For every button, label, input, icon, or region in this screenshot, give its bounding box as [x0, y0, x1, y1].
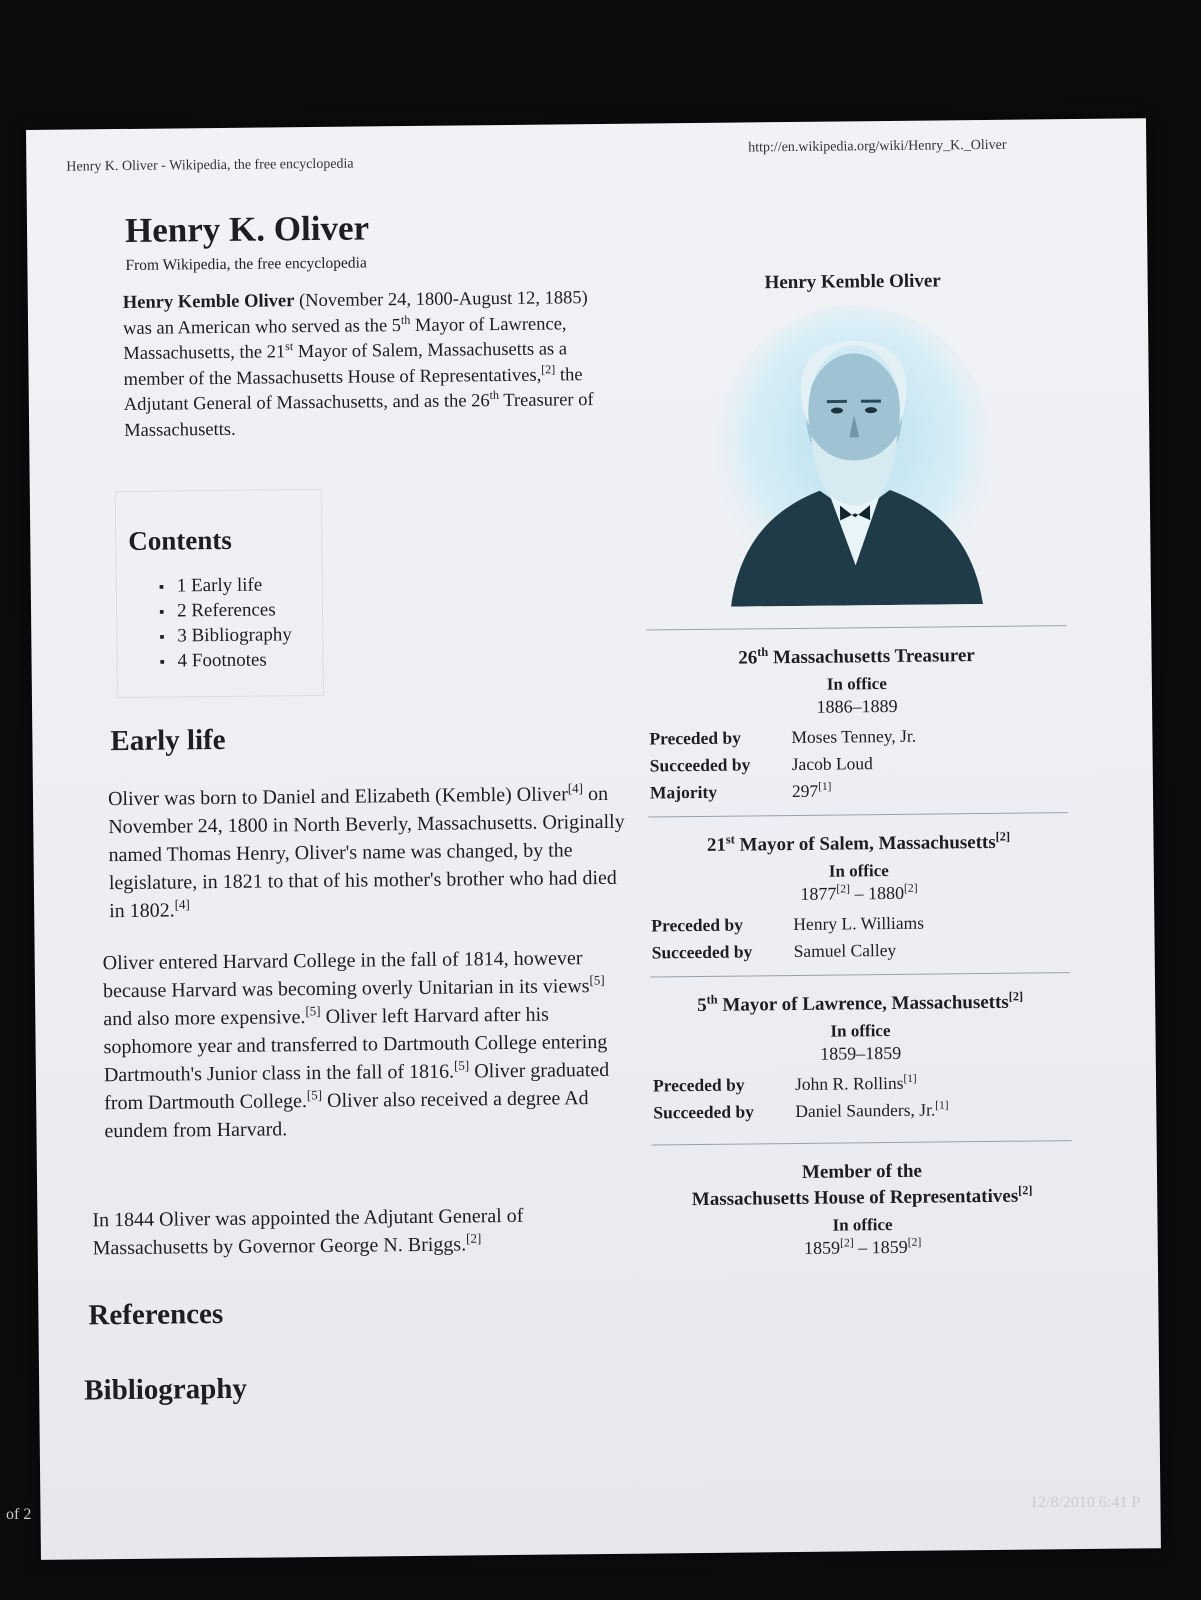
- member-office-line1: Member of the: [801, 1160, 923, 1183]
- citation-link[interactable]: [2]: [839, 1236, 854, 1250]
- infobox: [633, 269, 1083, 1261]
- office-years: [641, 1041, 1081, 1067]
- page-subtitle: From Wikipedia, the free encyclopedia: [125, 254, 367, 274]
- in-office-label: In office: [826, 674, 887, 694]
- succession-table: [653, 1069, 949, 1126]
- early-life-paragraph-1: [108, 780, 634, 925]
- intro-text: Treasurer of Massachusetts.: [124, 390, 594, 441]
- succession-row: [650, 777, 917, 807]
- portrait-engraving-icon: [708, 304, 1001, 607]
- citation-link[interactable]: [2]: [541, 361, 556, 376]
- page-title: Henry K. Oliver: [124, 208, 370, 250]
- citation-link[interactable]: [2]: [466, 1230, 482, 1246]
- row-value: [792, 750, 917, 778]
- toc-item[interactable]: ▪ 3 Bibliography: [159, 623, 322, 650]
- citation-link[interactable]: [2]: [903, 881, 918, 895]
- ordinal: st: [285, 339, 294, 354]
- year-separator: –: [853, 1237, 872, 1258]
- office-title: [640, 991, 1080, 1018]
- infobox-divider: [650, 972, 1070, 977]
- year: 1859: [871, 1236, 908, 1258]
- year-separator: –: [856, 1043, 866, 1064]
- office-ordinal: 21: [706, 834, 727, 856]
- ordinal: th: [757, 644, 769, 660]
- infobox-divider: [646, 625, 1066, 630]
- para-text: and also more expensive.: [103, 1006, 306, 1031]
- intro-name: Henry Kemble Oliver: [122, 291, 295, 313]
- infobox-divider: [652, 1140, 1072, 1145]
- row-value-link[interactable]: 297: [791, 780, 819, 802]
- printed-page: [26, 118, 1161, 1560]
- table-of-contents: [115, 489, 324, 698]
- intro-paragraph: [123, 286, 595, 444]
- office-title: [636, 644, 1076, 671]
- toc-title: Contents: [128, 524, 232, 556]
- toc-list: [159, 573, 323, 675]
- print-footer-datetime: 12/8/2010 6:41 P: [1030, 1494, 1141, 1511]
- citation-link[interactable]: [4]: [174, 896, 190, 912]
- para-text: Oliver was born to Daniel and Elizabeth (Kemble) Oliver: [107, 783, 568, 811]
- succession-row: [652, 937, 925, 967]
- citation-link[interactable]: [5]: [589, 972, 605, 988]
- early-life-paragraph-3: [92, 1201, 618, 1262]
- row-value: [795, 1069, 949, 1098]
- early-life-paragraph-2: [103, 944, 630, 1145]
- citation-link[interactable]: [2]: [995, 829, 1011, 844]
- row-value: [794, 937, 925, 965]
- citation-link[interactable]: [2]: [907, 1235, 922, 1249]
- row-key: Preceded by: [651, 914, 744, 936]
- intro-text: Mayor of Lawrence, Massachusetts, the 21: [123, 313, 567, 364]
- year: 1880: [867, 882, 905, 904]
- office-name[interactable]: Mayor of Salem, Massachusetts: [734, 831, 996, 856]
- row-value: [795, 1096, 949, 1125]
- intro-text: the Adjutant General of Massachusetts, and as the 26: [123, 364, 583, 415]
- row-key: Succeeded by: [649, 754, 751, 776]
- para-text: Oliver graduated from Dartmouth College.: [104, 1058, 610, 1115]
- citation-link[interactable]: [1]: [903, 1072, 917, 1086]
- year-separator: –: [852, 696, 862, 717]
- in-office-label: In office: [828, 861, 889, 881]
- row-value-link[interactable]: Moses Tenney, Jr.: [791, 725, 917, 748]
- citation-link[interactable]: [5]: [453, 1057, 470, 1073]
- year: 1859: [820, 1043, 857, 1064]
- year: 1886: [816, 696, 853, 717]
- toc-item[interactable]: ▪ 1 Early life: [159, 573, 322, 600]
- citation-link[interactable]: [2]: [1018, 1183, 1033, 1198]
- year: 1877: [800, 883, 837, 904]
- para-text: on November 24, 1800 in North Beverly, Massachusetts. Originally named Thomas Henry, Oliver's name was changed, by the legislature, in 1821 to that of his mother's brother who had died in 1802.: [108, 782, 625, 923]
- ordinal: th: [400, 312, 411, 327]
- office-ordinal: 26: [738, 647, 758, 669]
- office-title: [638, 831, 1078, 858]
- office-section: [638, 812, 1080, 967]
- succession-row: [651, 910, 924, 940]
- row-value: [791, 723, 916, 751]
- succession-row: [649, 723, 916, 753]
- year: 1889: [861, 695, 898, 717]
- toc-item[interactable]: ▪ 4 Footnotes: [159, 648, 322, 675]
- office-ordinal: 5: [697, 994, 707, 1017]
- office-years: [639, 881, 1079, 907]
- print-header-title: Henry K. Oliver - Wikipedia, the free encyclopedia: [66, 156, 354, 175]
- intro-text: (November 24, 1800-August 12, 1885) was an American who served as the 5: [122, 288, 588, 339]
- member-in-office: In office: [832, 1214, 893, 1235]
- print-header-url: http://en.wikipedia.org/wiki/Henry_K._Oliver: [748, 137, 1007, 156]
- office-name[interactable]: Mayor of Lawrence, Massachusetts: [717, 991, 1009, 1016]
- row-key: Succeeded by: [653, 1101, 755, 1123]
- para-text: Oliver left Harvard after his sophomore year and transferred to Dartmouth College entering Dartmouth's Junior class in the fall of 1816.: [103, 1003, 608, 1087]
- row-key: Preceded by: [649, 727, 742, 749]
- infobox-sections: [636, 625, 1081, 1127]
- infobox-name: Henry Kemble Oliver: [764, 270, 941, 294]
- member-office-line2: [642, 1185, 1082, 1212]
- para-text: In 1844 Oliver was appointed the Adjutant General of Massachusetts by Governor George N. Briggs.: [92, 1204, 524, 1260]
- intro-text: Mayor of Salem, Massachusetts as a member of the Massachusetts House of Representatives,: [123, 339, 568, 390]
- citation-link[interactable]: [5]: [306, 1087, 323, 1103]
- row-value-link[interactable]: Samuel Calley: [793, 939, 897, 962]
- infobox-divider: [648, 812, 1068, 817]
- citation-link[interactable]: [2]: [1008, 989, 1024, 1004]
- para-text: Oliver also received a degree Ad eundem from Harvard.: [104, 1087, 589, 1143]
- row-key: Preceded by: [652, 1074, 745, 1096]
- print-footer-page: of 2: [6, 1506, 32, 1523]
- row-value-link[interactable]: Daniel Saunders, Jr.: [795, 1099, 936, 1121]
- year: 1859: [804, 1237, 841, 1258]
- citation-link[interactable]: [1]: [818, 780, 832, 793]
- citation-link[interactable]: [1]: [935, 1099, 949, 1112]
- heading-bibliography: Bibliography: [84, 1372, 248, 1407]
- row-value: [792, 777, 917, 805]
- toc-item[interactable]: ▪ 2 References: [159, 598, 322, 625]
- office-section: [636, 625, 1078, 807]
- succession-table: [651, 910, 924, 967]
- succession-row: [653, 1069, 949, 1099]
- office-years: [637, 694, 1077, 720]
- office-section: [640, 972, 1082, 1127]
- row-value: [793, 910, 924, 938]
- member-years: [643, 1235, 1083, 1261]
- succession-table: [649, 723, 917, 807]
- year: 1859: [865, 1042, 902, 1064]
- member-office-text: Massachusetts House of Representatives: [691, 1185, 1019, 1211]
- row-value-link[interactable]: Henry L. Williams: [793, 912, 925, 935]
- row-value-link[interactable]: John R. Rollins: [794, 1072, 904, 1094]
- heading-early-life: Early life: [110, 723, 226, 758]
- in-office-label: In office: [830, 1020, 891, 1041]
- office-name[interactable]: Massachusetts Treasurer: [768, 645, 975, 669]
- succession-row: [650, 750, 917, 780]
- row-key: Majority: [649, 781, 718, 803]
- succession-row: [653, 1096, 949, 1126]
- year-separator: –: [849, 883, 869, 904]
- row-value-link[interactable]: Jacob Loud: [791, 753, 873, 775]
- ordinal: th: [706, 992, 718, 1007]
- para-text: Oliver entered Harvard College in the fall of 1814, however because Harvard was becoming overly Unitarian in its views: [102, 947, 590, 1003]
- citation-link[interactable]: [2]: [836, 882, 851, 896]
- ordinal: st: [725, 832, 735, 847]
- heading-references: References: [88, 1298, 224, 1332]
- ordinal: th: [489, 387, 500, 403]
- citation-link[interactable]: [5]: [305, 1003, 321, 1019]
- citation-link[interactable]: [4]: [567, 780, 584, 796]
- row-key: Succeeded by: [651, 941, 753, 963]
